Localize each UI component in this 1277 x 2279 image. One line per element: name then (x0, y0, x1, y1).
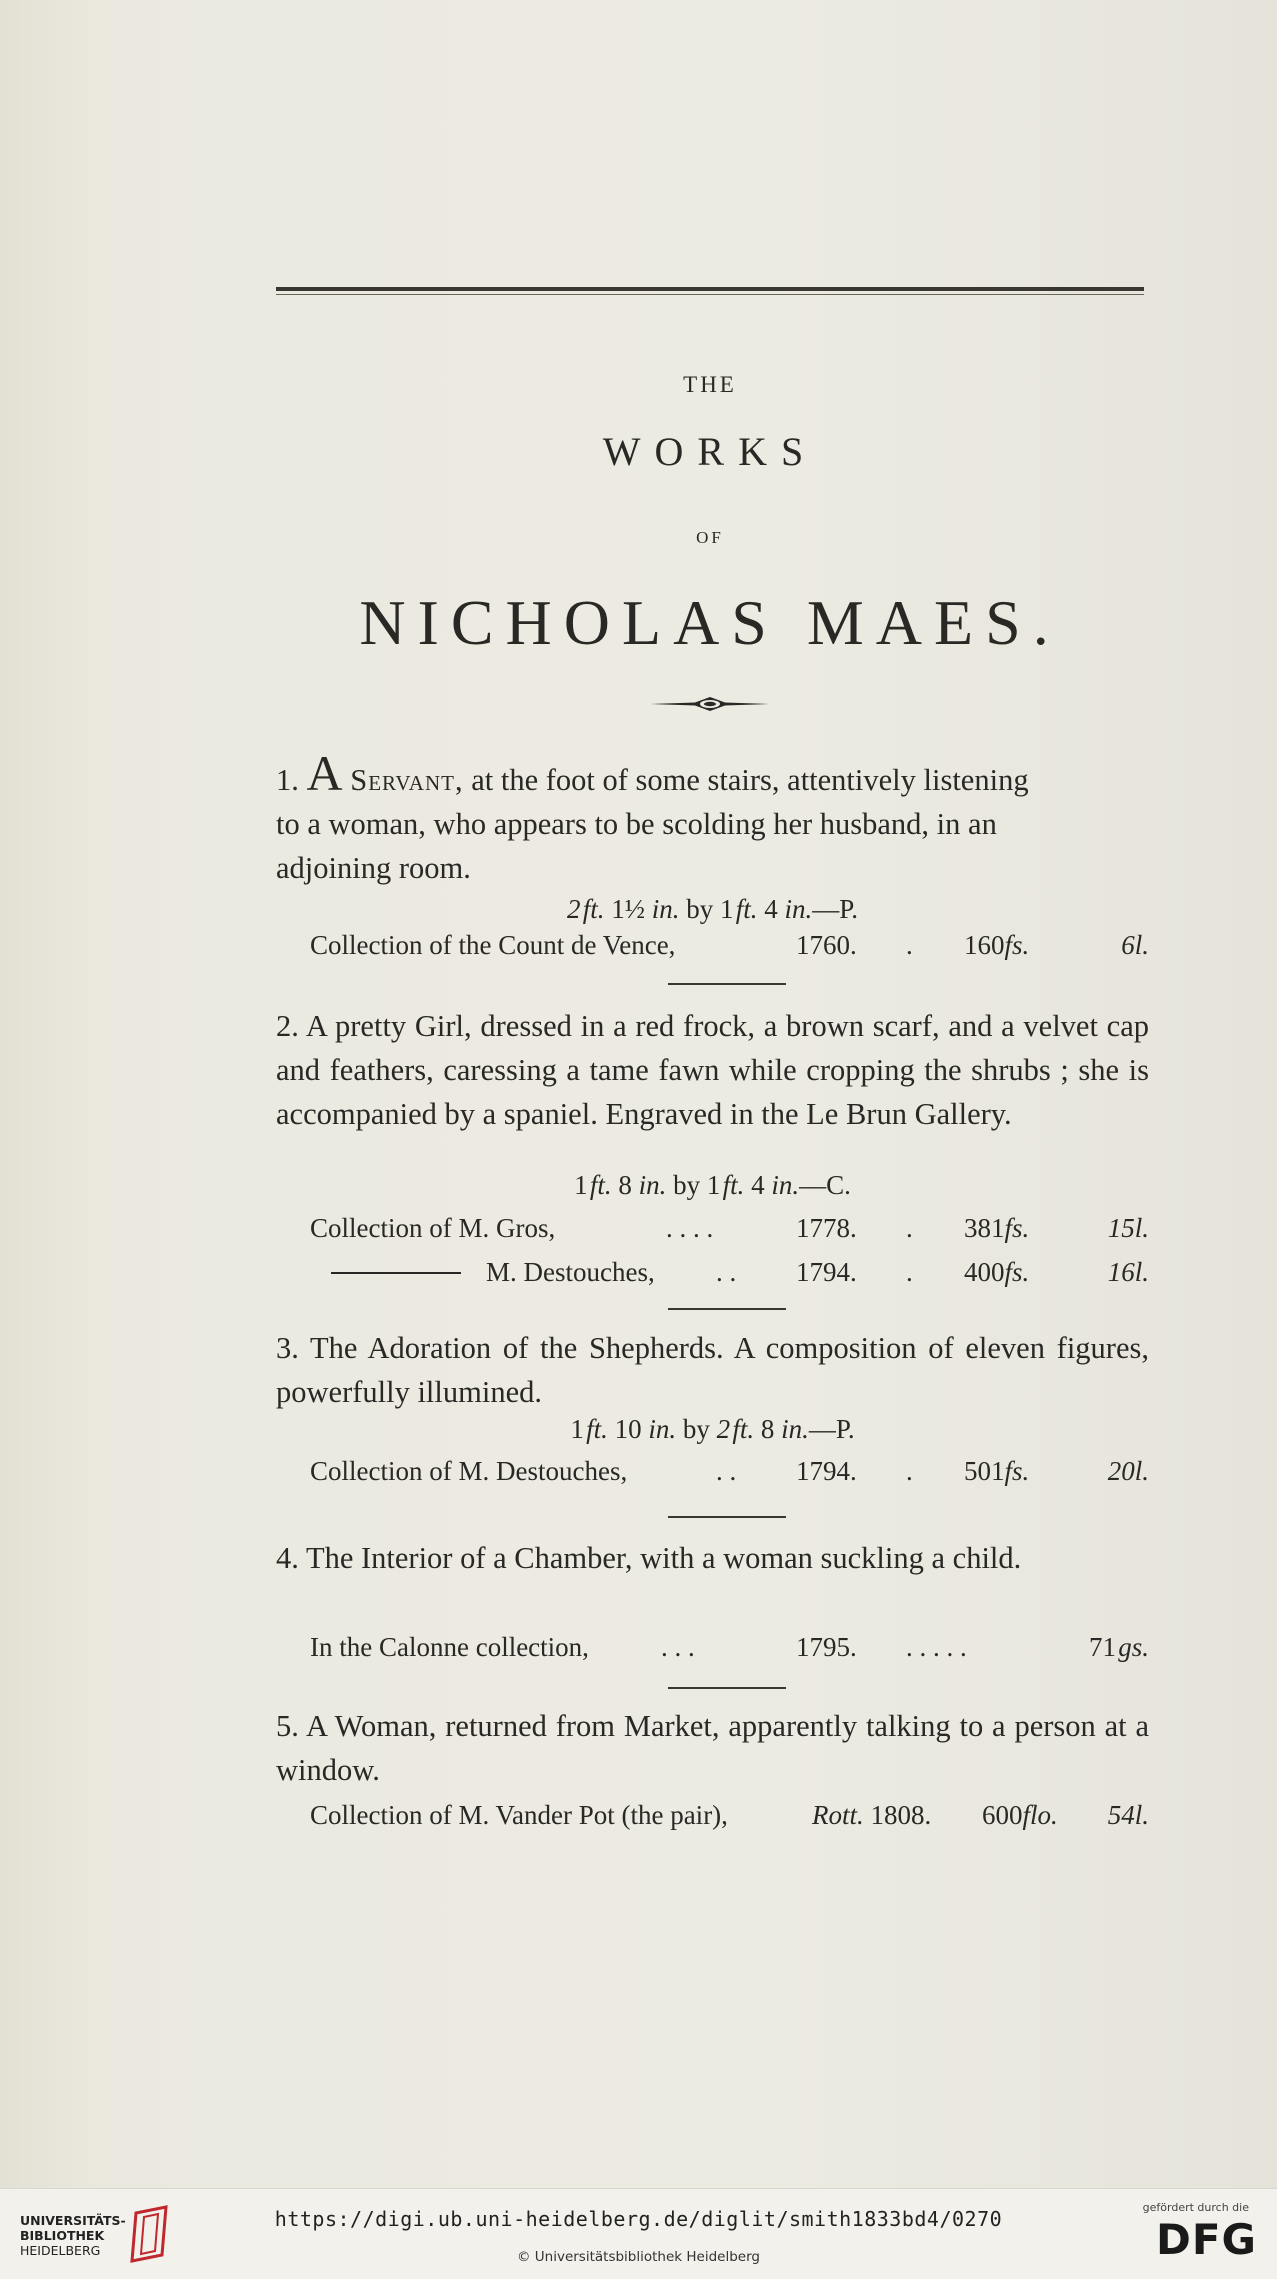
title-works: WORKS (602, 429, 818, 474)
header-rule-thin (276, 294, 1144, 295)
entry-1-dimensions: 2 ft. 1½ in. by 1 ft. 4 in.—P. (566, 894, 859, 924)
separator-3 (668, 1516, 786, 1518)
entry-3-collection-row: Collection of M. Destouches, . . 1794. . 501fs. 20l. (310, 1456, 1149, 1486)
entry-2-dimensions: 1 ft. 8 in. by 1 ft. 4 in.—C. (574, 1170, 851, 1200)
entry-2-text: 2. A pretty Girl, dressed in a red frock, a brown scarf, and a velvet cap and feathers, caressing a tame fawn while cropping the shrubs ; she is accompanied by a spaniel. Engraved in the Le Brun Gallery. (276, 1009, 1149, 1131)
header-rule (276, 287, 1144, 291)
entry-5-collection-row: Collection of M. Vander Pot (the pair), Rott. 1808. 600flo. 54l. (310, 1800, 1149, 1830)
entry-4-text: 4. The Interior of a Chamber, with a woman suckling a child. (276, 1541, 1022, 1575)
viewer-footer (0, 2188, 1277, 2279)
title-the: THE (683, 372, 737, 397)
dfg-logo[interactable]: DFG (1155, 2215, 1257, 2264)
funder-note: gefördert durch die (1142, 2201, 1249, 2214)
separator-4 (668, 1687, 786, 1689)
copyright-text: © Universitätsbibliothek Heidelberg (516, 2249, 760, 2265)
entry-3-dimensions: 1 ft. 10 in. by 2 ft. 8 in.—P. (570, 1414, 855, 1444)
permalink-url[interactable]: https://digi.ub.uni-heidelberg.de/diglit/smith1833bd4/0270 (274, 2207, 1003, 2231)
entry-2-collection-row-1: Collection of M. Gros, . . . . 1778. . 381fs. 15l. (310, 1213, 1149, 1243)
entry-1-collection-row: Collection of the Count de Vence, 1760. . 160fs. 6l. (310, 930, 1149, 960)
library-logo[interactable]: UNIVERSITÄTS- BIBLIOTHEK HEIDELBERG (20, 2213, 126, 2258)
entry-5-text: 5. A Woman, returned from Market, apparently talking to a person at a window. (276, 1709, 1149, 1787)
title-of: OF (696, 528, 724, 547)
entry-1-text: 1. A Servant, at the foot of some stairs, attentively listening to a woman, who appears to be scolding her husband, in an adjoining room. (276, 745, 1029, 885)
separator-1 (668, 983, 786, 985)
separator-2 (668, 1308, 786, 1310)
entry-4-collection-row: In the Calonne collection, . . . 1795. . . . . . 71 gs. (310, 1632, 1149, 1662)
entry-2-collection-row-2: M. Destouches, . . 1794. . 400fs. 16l. (276, 1252, 1149, 1292)
ornament-divider (276, 694, 1144, 714)
ditto-dash (331, 1272, 461, 1274)
artist-name: NICHOLAS MAES. (359, 587, 1061, 658)
entry-3-text: 3. The Adoration of the Shepherds. A composition of eleven figures, powerfully illumined. (276, 1331, 1149, 1409)
